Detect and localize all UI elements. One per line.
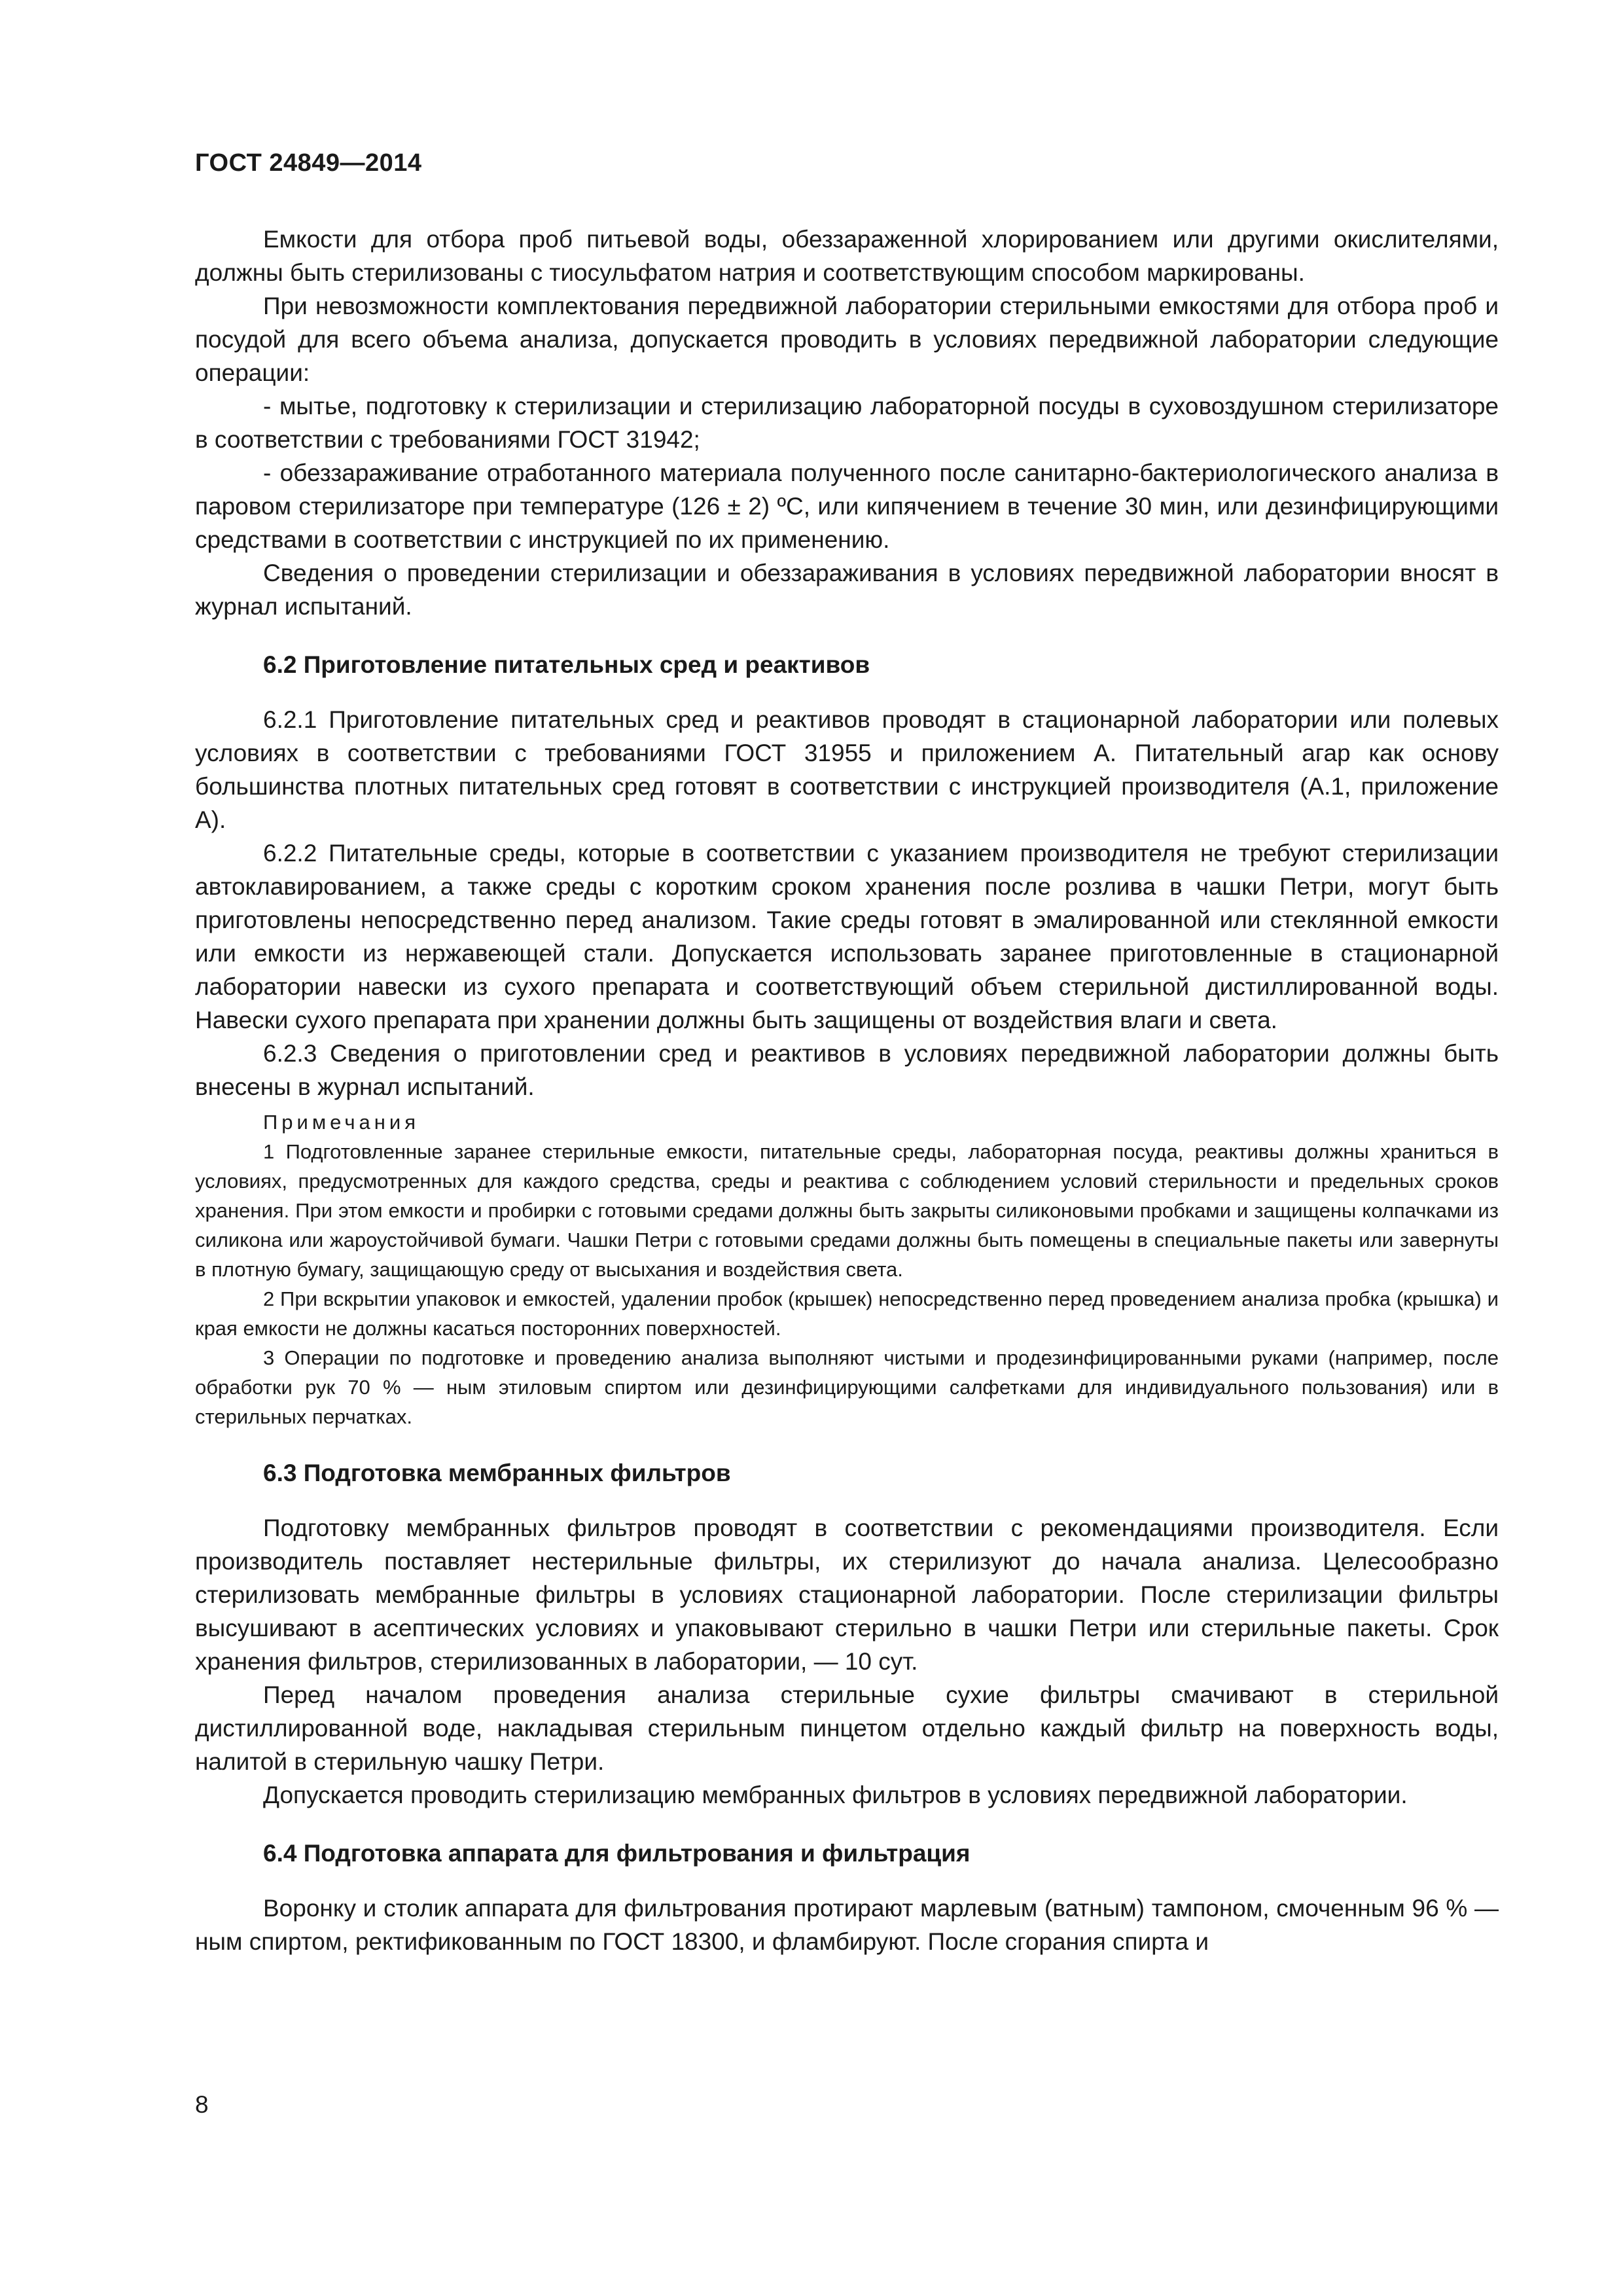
paragraph: 6.2.3 Сведения о приготовлении сред и реактивов в условиях передвижной лаборатории должны быть внесены в журнал испытаний. <box>195 1040 1499 1100</box>
document-body <box>195 223 1499 1958</box>
document-header: ГОСТ 24849—2014 <box>195 149 422 177</box>
paragraph: Сведения о проведении стерилизации и обеззараживания в условиях передвижной лаборатории вносят в журнал испытаний. <box>195 560 1499 620</box>
paragraph: Перед началом проведения анализа стерильные сухие фильтры смачивают в стерильной дистиллированной воде, накладывая стерильным пинцетом отдельно каждый фильтр на поверхность воды, налитой в стерильную чашку Петри. <box>195 1681 1499 1775</box>
section-heading-6-4: 6.4 Подготовка аппарата для фильтрования и фильтрация <box>263 1840 971 1867</box>
note-item: 2 При вскрытии упаковок и емкостей, удалении пробок (крышек) непосредственно перед проведением анализа пробка (крышка) и края емкости не должны касаться посторонних поверхностей. <box>195 1287 1499 1340</box>
list-item: - обеззараживание отработанного материала полученного после санитарно-бактериологического анализа в паровом стерилизаторе при температуре (126 ± 2) ºС, или кипячением в течение 30 мин, или дезинфицирующими средствами в соответствии с инструкцией по их применению. <box>195 459 1499 553</box>
paragraph: Подготовку мембранных фильтров проводят в соответствии с рекомендациями производителя. Если производитель поставляет нестерильные фильтры, их стерилизуют до начала анализа. Целесообразно стерилизовать мембранные фильтры в условиях стационарной лаборатории. После стерилизации фильтры высушивают в асептических условиях и упаковывают стерильно в чашки Петри или стерильные пакеты. Срок хранения фильтров, стерилизованных в лаборатории, — 10 сут. <box>195 1515 1499 1675</box>
note-item: 3 Операции по подготовке и проведению анализа выполняют чистыми и продезинфицированными руками (например, после обработки рук 70 % — ным этиловым спиртом или дезинфицирующими салфетками для индивидуального пользования) или в стерильных перчатках. <box>195 1346 1499 1428</box>
section-heading-6-3: 6.3 Подготовка мембранных фильтров <box>263 1460 731 1486</box>
paragraph: При невозможности комплектования передвижной лаборатории стерильными емкостями для отбора проб и посудой для всего объема анализа, допускается проводить в условиях передвижной лаборатории следующие операции: <box>195 293 1499 386</box>
paragraph: Допускается проводить стерилизацию мембранных фильтров в условиях передвижной лаборатории. <box>263 1782 1408 1808</box>
note-item: 1 Подготовленные заранее стерильные емкости, питательные среды, лабораторная посуда, реактивы должны храниться в условиях, предусмотренных для каждого средства, среды и реактива с соблюдением условий стерильности и предельных сроков хранения. При этом емкости и пробирки с готовыми средами должны быть закрыты силиконовыми пробками и защищены колпачками из силикона или жароустойчивой бумаги. Чашки Петри с готовыми средами должны быть помещены в специальные пакеты или завернуты в плотную бумагу, защищающую среду от высыхания и воздействия света. <box>195 1140 1499 1281</box>
paragraph: Воронку и столик аппарата для фильтрования протирают марлевым (ватным) тампоном, смоченным 96 % — ным спиртом, ректификованным по ГОСТ 18300, и фламбируют. После сгорания спирта и <box>195 1895 1499 1955</box>
notes-title: Примечания <box>263 1111 419 1134</box>
notes-block <box>195 1107 1499 1431</box>
page-number: 8 <box>195 2091 209 2118</box>
section-heading-6-2: 6.2 Приготовление питательных сред и реактивов <box>263 651 870 678</box>
list-item: - мытье, подготовку к стерилизации и стерилизацию лабораторной посуды в суховоздушном стерилизаторе в соответствии с требованиями ГОСТ 31942; <box>195 393 1499 453</box>
paragraph: 6.2.2 Питательные среды, которые в соответствии с указанием производителя не требуют стерилизации автоклавированием, а также среды с коротким сроком хранения после розлива в чашки Петри, могут быть приготовлены непосредственно перед анализом. Такие среды готовят в эмалированной или стеклянной емкости или емкости из нержавеющей стали. Допускается использовать заранее приготовленные в стационарной лаборатории навески из сухого препарата и соответствующий объем стерильной дистиллированной воды. Навески сухого препарата при хранении должны быть защищены от воздействия влаги и света. <box>195 840 1499 1033</box>
paragraph: 6.2.1 Приготовление питательных сред и реактивов проводят в стационарной лаборатории или полевых условиях в соответствии с требованиями ГОСТ 31955 и приложением А. Питательный агар как основу большинства плотных питательных сред готовят в соответствии с инструкцией производителя (А.1, приложение А). <box>195 706 1499 833</box>
paragraph: Емкости для отбора проб питьевой воды, обеззараженной хлорированием или другими окислителями, должны быть стерилизованы с тиосульфатом натрия и соответствующим способом маркированы. <box>195 226 1499 286</box>
